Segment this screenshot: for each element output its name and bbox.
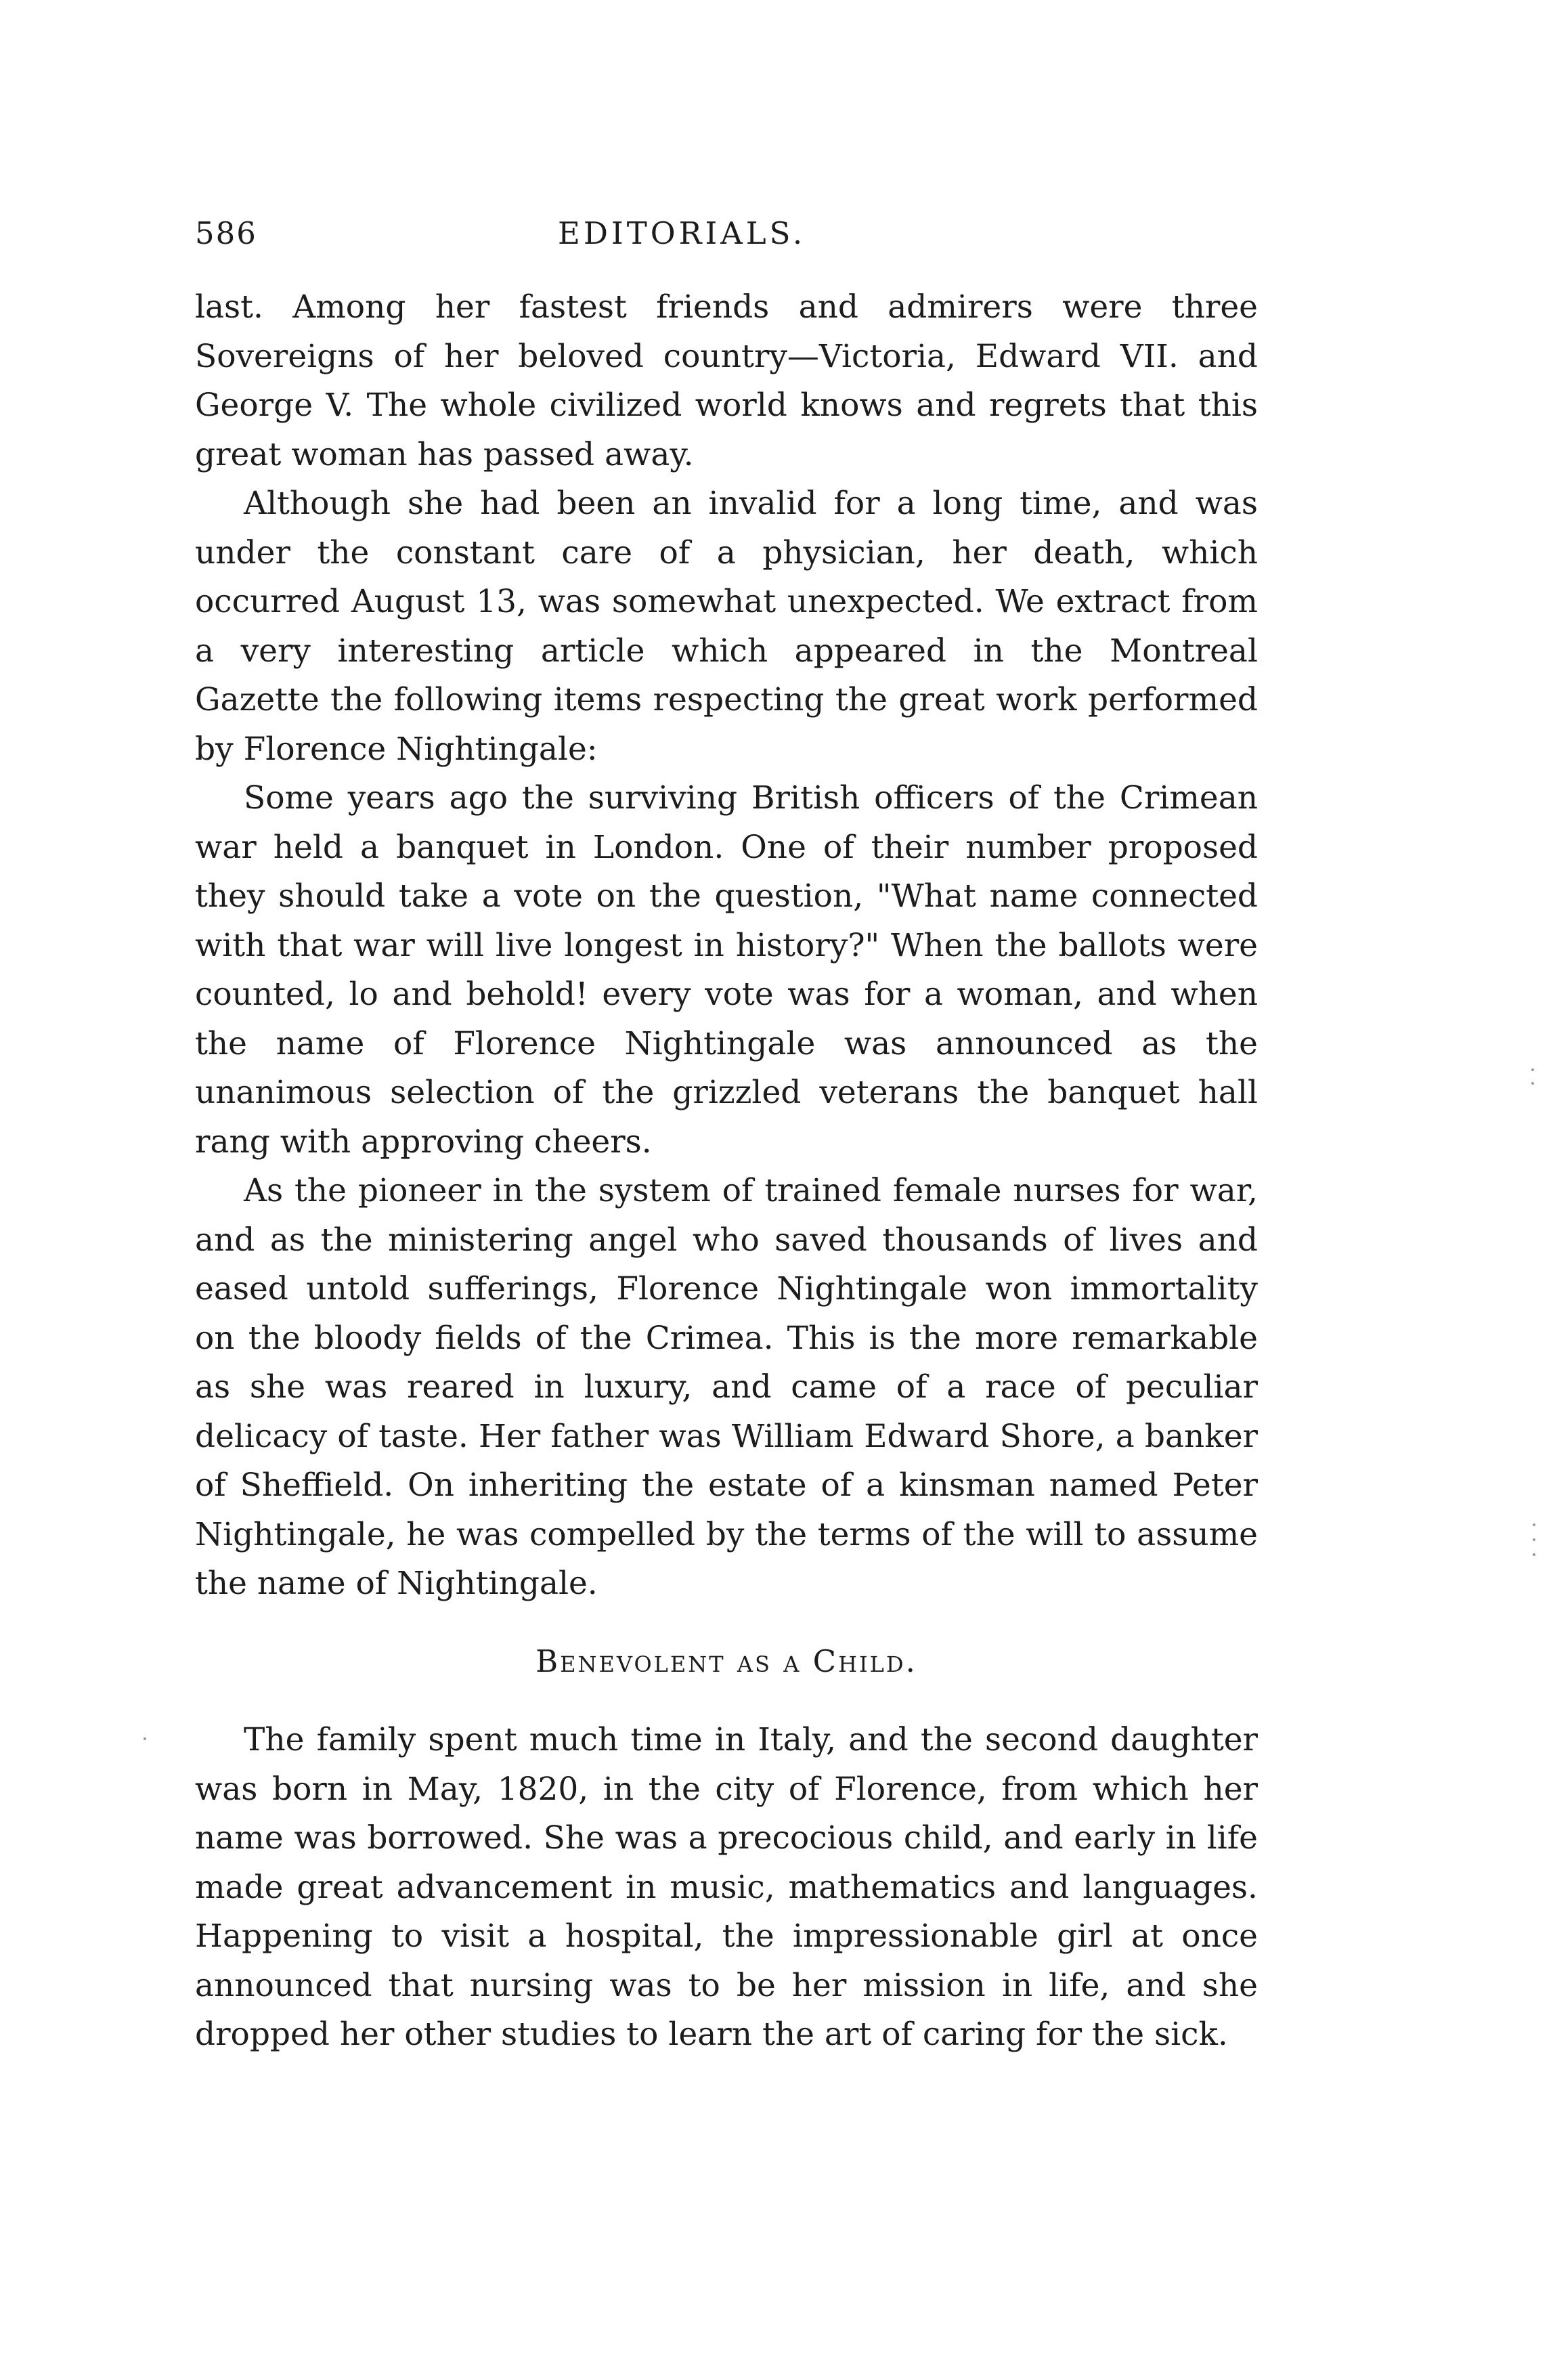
scan-speck bbox=[1533, 1553, 1535, 1556]
section-subheading: Benevolent as a Child. bbox=[535, 1643, 917, 1679]
scan-speck bbox=[1533, 1523, 1535, 1526]
body-text bbox=[195, 283, 1258, 2060]
scan-speck bbox=[1533, 1538, 1535, 1541]
scan-speck bbox=[144, 1737, 146, 1740]
paragraph-continuation: last. Among her fastest friends and admirers were three Sovereigns of her beloved country—Victoria, Edward VII. and George V. The whole civilized world knows and regrets that this great woman has passed away. bbox=[195, 288, 1258, 473]
page-number: 586 bbox=[195, 215, 257, 251]
scan-speck bbox=[1531, 1068, 1534, 1071]
page-header bbox=[195, 215, 1258, 263]
paragraph-pioneer: As the pioneer in the system of trained female nurses for war, and as the ministering angel who saved thousands of lives and eased untold sufferings, Florence Nightingale won immortality on the bloody fields of the Crimea. This is the more remarkable as she was reared in luxury, and came of a race of peculiar delicacy of taste. Her father was William Edward Shore, a banker of Sheffield. On inheriting the estate of a kinsman named Peter Nightingale, he was compelled by the terms of the will to assume the name of Nightingale. bbox=[195, 1172, 1258, 1602]
paragraph-childhood: The family spent much time in Italy, and the second daughter was born in May, 1820, in the city of Florence, from which her name was borrowed. She was a precocious child, and early in life made great advancement in music, mathematics and languages. Happening to visit a hospital, the impressionable girl at once announced that nursing was to be her mission in life, and she dropped her other studies to learn the art of caring for the sick. bbox=[195, 1721, 1258, 2053]
scan-speck bbox=[1531, 1082, 1534, 1085]
paragraph-banquet: Some years ago the surviving British officers of the Crimean war held a banquet in London. One of their number proposed they should take a vote on the question, "What name connected with that war will live longest in history?" When the ballots were counted, lo and behold! every vote was for a woman, and when the name of Florence Nightingale was announced as the unanimous selection of the grizzled veterans the banquet hall rang with approving cheers. bbox=[195, 779, 1258, 1161]
running-title: EDITORIALS. bbox=[558, 215, 806, 251]
paragraph-death-notice: Although she had been an invalid for a long time, and was under the constant care of a physician, her death, which occurred August 13, was somewhat unexpected. We extract from a very interesting article which appeared in the Montreal Gazette the following items respecting the great work performed by Florence Nightingale: bbox=[195, 485, 1258, 768]
